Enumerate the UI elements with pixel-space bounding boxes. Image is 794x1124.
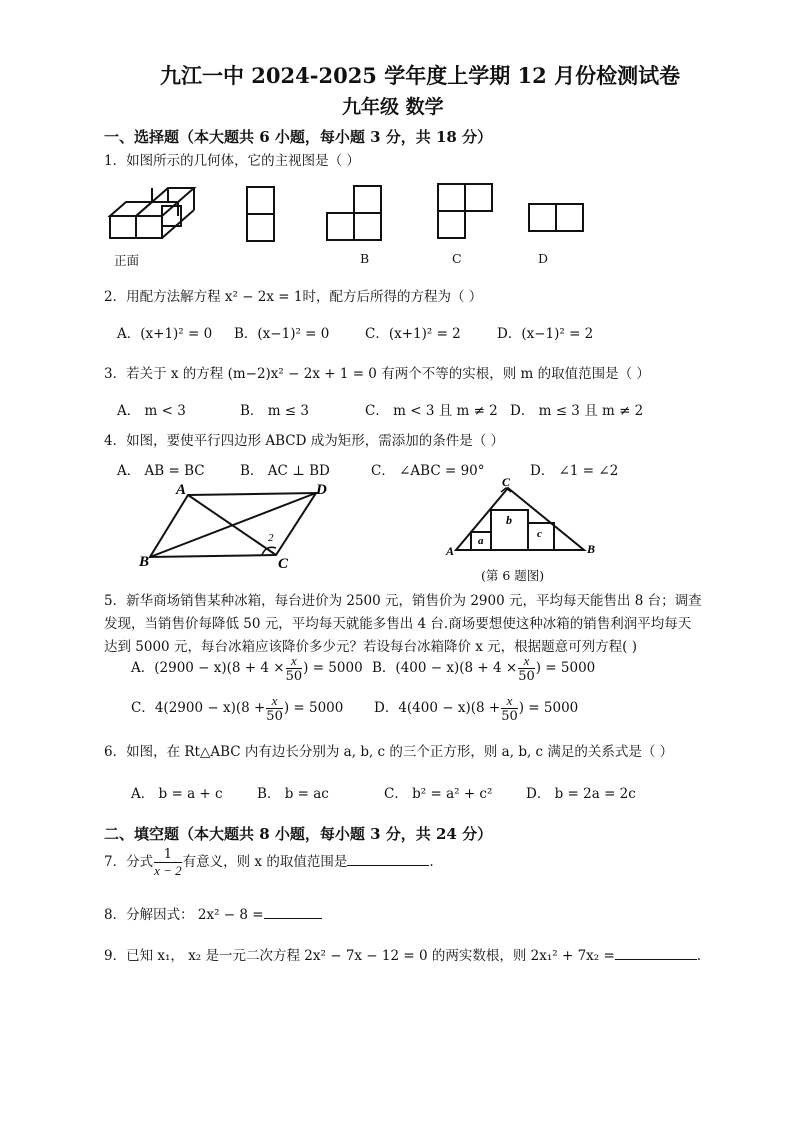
- q5-option-a: [131, 654, 363, 683]
- q5-option-c-label: C．: [131, 700, 155, 716]
- q4-label-c: C: [278, 556, 289, 572]
- q7-pre: 7．分式: [104, 854, 154, 870]
- q5-option-b-label: B．: [372, 660, 396, 676]
- q7-answer-blank[interactable]: [347, 851, 429, 866]
- q3-option-b: B． m ≤ 3: [240, 403, 309, 419]
- q6-option-b: B． b = ac: [257, 786, 329, 802]
- q5-option-a-num: x: [286, 654, 303, 669]
- q2-option-d: D．(x−1)² = 2: [497, 326, 594, 342]
- q2-option-a: A．(x+1)² = 0: [117, 326, 213, 342]
- q6-option-a: A． b = a + c: [131, 786, 223, 802]
- q6-figure-caption: (第 6 题图): [481, 568, 545, 583]
- q5-option-c: [131, 694, 343, 723]
- q5-option-c-post: ) = 5000: [283, 700, 344, 716]
- q6-triangle-figure: [456, 488, 584, 550]
- q1-stem: 1．如图所示的几何体，它的主视图是（ ）: [104, 153, 360, 169]
- q2-stem: 2．用配方法解方程 x² − 2x = 1时，配方后所得的方程为（ ）: [104, 289, 483, 305]
- q3-stem: 3．若关于 x 的方程 (m−2)x² − 2x + 1 = 0 有两个不等的实根，则 m 的取值范围是（ ）: [104, 366, 650, 382]
- q1-front-label: 正面: [114, 253, 140, 268]
- q5-stem-line3: 达到 5000 元，每台冰箱应该降价多少元？若设每台冰箱降价 x 元，根据题意可列方程( ): [104, 639, 637, 655]
- q8-line: [104, 903, 322, 923]
- q5-option-c-pre: 4(2900 − x)(8 +: [154, 700, 266, 716]
- q6-label-c-vertex: C: [502, 475, 511, 489]
- q5-option-d: [374, 694, 578, 723]
- q5-option-b-post: ) = 5000: [535, 660, 596, 676]
- q7-post: 有意义，则 x 的取值范围是: [182, 854, 348, 870]
- q9-answer-blank[interactable]: [615, 945, 697, 960]
- q8-answer-blank[interactable]: [264, 904, 322, 919]
- q3-option-d: D． m ≤ 3 且 m ≠ 2: [510, 403, 644, 419]
- q4-label-b: B: [139, 554, 150, 570]
- q1-label-b: B: [360, 251, 370, 266]
- q6-label-c-square: c: [537, 528, 542, 540]
- q9-end: .: [696, 948, 702, 964]
- section-heading-fill: 二、填空题（本大题共 8 小题，每小题 3 分，共 24 分）: [104, 825, 493, 843]
- q5-option-d-fraction: [501, 694, 518, 723]
- q4-option-a: A． AB = BC: [117, 463, 205, 479]
- q5-option-b-fraction: [518, 654, 535, 683]
- q7-line: [104, 848, 434, 877]
- q7-num: 1: [154, 848, 182, 863]
- q5-option-c-fraction: [266, 694, 283, 723]
- q5-option-c-num: x: [266, 694, 283, 709]
- q5-stem-line1: 5．新华商场销售某种冰箱，每台进价为 2500 元，销售价为 2900 元，平均每天能售出 8 台；调查: [104, 593, 702, 609]
- section-heading-choice: 一、选择题（本大题共 6 小题，每小题 3 分，共 18 分）: [104, 128, 493, 146]
- q1-label-d: D: [538, 251, 549, 266]
- q3-option-c: C． m < 3 且 m ≠ 2: [365, 403, 498, 419]
- q5-option-b-den: 50: [518, 669, 535, 684]
- q6-option-d: D． b = 2a = 2c: [526, 786, 636, 802]
- q5-option-a-fraction: [286, 654, 303, 683]
- q7-den: x − 2: [154, 863, 182, 878]
- q4-label-d: D: [316, 482, 327, 498]
- q7-fraction: [154, 848, 182, 877]
- q5-option-b: [372, 654, 595, 683]
- q6-stem: 6．如图，在 Rt△ABC 内有边长分别为 a, b, c 的三个正方形，则 a, b, c 满足的关系式是（ ）: [104, 744, 674, 760]
- q5-option-a-den: 50: [285, 669, 303, 684]
- q5-option-d-den: 50: [501, 709, 518, 724]
- q9-line: [104, 944, 701, 964]
- q5-option-b-num: x: [518, 654, 535, 669]
- q5-stem-line2: 发现，当销售价每降低 50 元，平均每天就能多售出 4 台.商场要想使这种冰箱的销售利润平均每天: [104, 616, 692, 632]
- q6-label-a-square: a: [478, 535, 484, 547]
- q5-option-d-post: ) = 5000: [518, 700, 579, 716]
- q2-option-c: C．(x+1)² = 2: [365, 326, 461, 342]
- q4-stem: 4．如图，要使平行四边形 ABCD 成为矩形，需添加的条件是（ ）: [104, 433, 505, 449]
- q2-option-b: B．(x−1)² = 0: [234, 326, 330, 342]
- q4-option-d: D． ∠1 = ∠2: [530, 463, 619, 479]
- q1-label-c: C: [452, 251, 462, 266]
- q5-option-d-pre: 4(400 − x)(8 +: [398, 700, 501, 716]
- q4-option-c: C． ∠ABC = 90°: [371, 463, 485, 479]
- q6-label-b-square: b: [506, 513, 512, 527]
- q5-option-c-den: 50: [266, 709, 283, 724]
- q4-label-angle: 2: [268, 532, 274, 544]
- q8-text: 8．分解因式： 2x² − 8 =: [104, 907, 264, 923]
- q5-option-d-num: x: [501, 694, 518, 709]
- q5-option-b-pre: (400 − x)(8 + 4 ×: [395, 660, 518, 676]
- q4-option-b: B． AC ⊥ BD: [240, 463, 330, 479]
- q5-option-a-pre: (2900 − x)(8 + 4 ×: [154, 660, 285, 676]
- page-subtitle: 九年级 数学: [342, 96, 444, 118]
- q6-label-b-vertex: B: [587, 542, 596, 556]
- q5-option-a-label: A．: [131, 660, 155, 676]
- q9-text: 9．已知 x₁， x₂ 是一元二次方程 2x² − 7x − 12 = 0 的两实数根，则 2x₁² + 7x₂ =: [104, 948, 615, 964]
- q3-option-a: A． m < 3: [117, 403, 186, 419]
- q4-label-a: A: [176, 482, 187, 498]
- q5-option-d-label: D．: [374, 700, 399, 716]
- q5-option-a-post: ) = 5000: [303, 660, 363, 676]
- q7-end: .: [429, 854, 434, 870]
- q6-label-a-vertex: A: [446, 544, 455, 558]
- page-title: 九江一中 2024-2025 学年度上学期 12 月份检测试卷: [160, 63, 681, 88]
- q6-option-c: C． b² = a² + c²: [384, 786, 493, 802]
